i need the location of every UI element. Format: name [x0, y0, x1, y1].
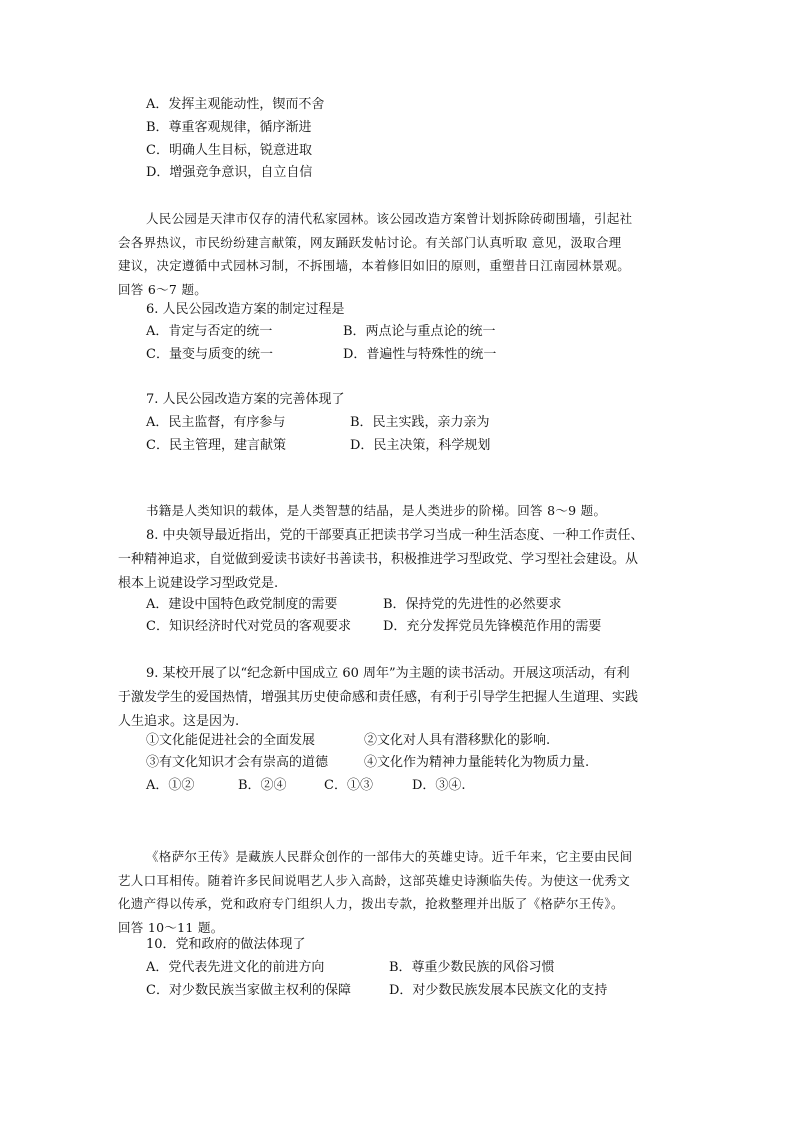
q9-stem: [118, 662, 678, 734]
q9-statements-row2: [146, 752, 666, 774]
q8-options-row2: [146, 616, 666, 638]
q10-option-c: C．对少数民族当家做主权利的保障: [146, 983, 351, 998]
q7-options-row1: [146, 412, 666, 434]
q5-option-a: A．发挥主观能动性，锲而不舍: [146, 97, 325, 112]
q9-option-b: B．②④: [238, 778, 287, 793]
passage-gesar: [118, 845, 666, 939]
q6-options-row2: [146, 344, 666, 366]
q7-option-a: A．民主监督，有序参与: [146, 415, 286, 430]
q8-stem-line: 根本上说建设学习型政党是.: [118, 576, 279, 591]
q7-option-c: C．民主管理，建言献策: [146, 438, 286, 453]
passage-line: 艺人口耳相传。随着许多民间说唱艺人步入高龄，这部英雄史诗濒临失传。为使这一优秀文: [118, 872, 631, 888]
passage-line: 人民公园是天津市仅存的清代私家园林。该公园改造方案曾计划拆除砖砌围墙，引起社: [146, 211, 633, 226]
q9-statement-4: ④文化作为精神力量能转化为物质力量.: [364, 755, 590, 770]
q7-stem: 7. 人民公园改造方案的完善体现了: [146, 392, 345, 407]
q5-option-c: C．明确人生目标，锐意进取: [146, 143, 312, 158]
passage-line: 建议，决定遵循中式园林习制，不拆围墙，本着修旧如旧的原则，重塑昔日江南园林景观。: [118, 258, 631, 273]
passage-line: 《格萨尔王传》是藏族人民群众创作的一部伟大的英雄史诗。近千年来，它主要由民间: [146, 849, 633, 864]
q6-option-a: A．肯定与否定的统一: [146, 324, 273, 339]
q6-stem: 6. 人民公园改造方案的制定过程是: [146, 302, 345, 317]
q6-option-d: D．普遍性与特殊性的统一: [343, 347, 497, 362]
q8-stem: [118, 524, 678, 596]
passage-books: 书籍是人类知识的载体，是人类智慧的结晶，是人类进步的阶梯。回答 8～9 题。: [146, 503, 607, 518]
q9-statements-row1: [146, 730, 666, 752]
q8-options-row1: [146, 594, 666, 616]
q8-stem-line: 8. 中央领导最近指出，党的干部要真正把读书学习当成一种生活态度、一种工作责任、: [146, 528, 644, 543]
passage-line: 化遗产得以传承，党和政府专门组织人力，拨出专款，抢救整理并出版了《格萨尔王传》。: [118, 896, 624, 911]
passage-park: [118, 207, 666, 301]
q6-options-row1: [146, 321, 666, 343]
q9-statement-3: ③有文化知识才会有崇高的道德: [146, 755, 329, 770]
q8-option-d: D．充分发挥党员先锋模范作用的需要: [383, 619, 602, 634]
passage-line: 回答 6～7 题。: [118, 281, 208, 297]
q10-options-row2: [146, 980, 666, 1002]
q8-option-a: A．建设中国特色政党制度的需要: [146, 597, 338, 612]
q9-statement-2: ②文化对人具有潜移默化的影响.: [364, 733, 551, 748]
q8-stem-line: 一种精神追求，自觉做到爱读书读好书善读书，积极推进学习型政党、学习型社会建设。从: [118, 552, 639, 567]
q6-option-c: C．量变与质变的统一: [146, 347, 273, 362]
q5-option-d: D．增强竞争意识，自立自信: [146, 165, 313, 180]
q10-option-a: A．党代表先进文化的前进方向: [146, 960, 325, 975]
q9-option-d: D．③④.: [412, 778, 466, 793]
q9-stem-line: 于激发学生的爱国热情，增强其历史使命感和责任感，有利于引导学生把握人生道理、实践: [118, 690, 639, 705]
q9-statement-1: ①文化能促进社会的全面发展: [146, 733, 316, 748]
q6-option-b: B．两点论与重点论的统一: [343, 324, 496, 339]
q8-option-c: C．知识经济时代对党员的客观要求: [146, 619, 351, 634]
q9-stem-line: 人生追求。这是因为.: [118, 714, 240, 729]
q7-option-d: D．民主决策，科学规划: [350, 438, 491, 453]
q7-option-b: B．民主实践，亲力亲为: [350, 415, 490, 430]
passage-line: 回答 10～11 题。: [118, 919, 224, 935]
q8-option-b: B．保持党的先进性的必然要求: [383, 597, 562, 612]
q5-option-b: B．尊重客观规律，循序渐进: [146, 120, 312, 135]
q10-stem: 10．党和政府的做法体现了: [146, 937, 306, 952]
q9-stem-line: 9. 某校开展了以“纪念新中国成立 60 周年”为主题的读书活动。开展这项活动，有利: [146, 666, 630, 681]
q9-option-c: C．①③: [324, 778, 373, 793]
q10-option-b: B．尊重少数民族的风俗习惯: [389, 960, 555, 975]
q10-option-d: D．对少数民族发展本民族文化的支持: [389, 983, 608, 998]
q7-options-row2: [146, 435, 666, 457]
q9-option-a: A．①②: [146, 778, 195, 793]
q10-options-row1: [146, 957, 666, 979]
q9-options-row: [146, 775, 666, 797]
passage-line: 会各界热议，市民纷纷建言献策，网友踊跃发帖讨论。有关部门认真听取 意见，汲取合理: [118, 234, 622, 250]
